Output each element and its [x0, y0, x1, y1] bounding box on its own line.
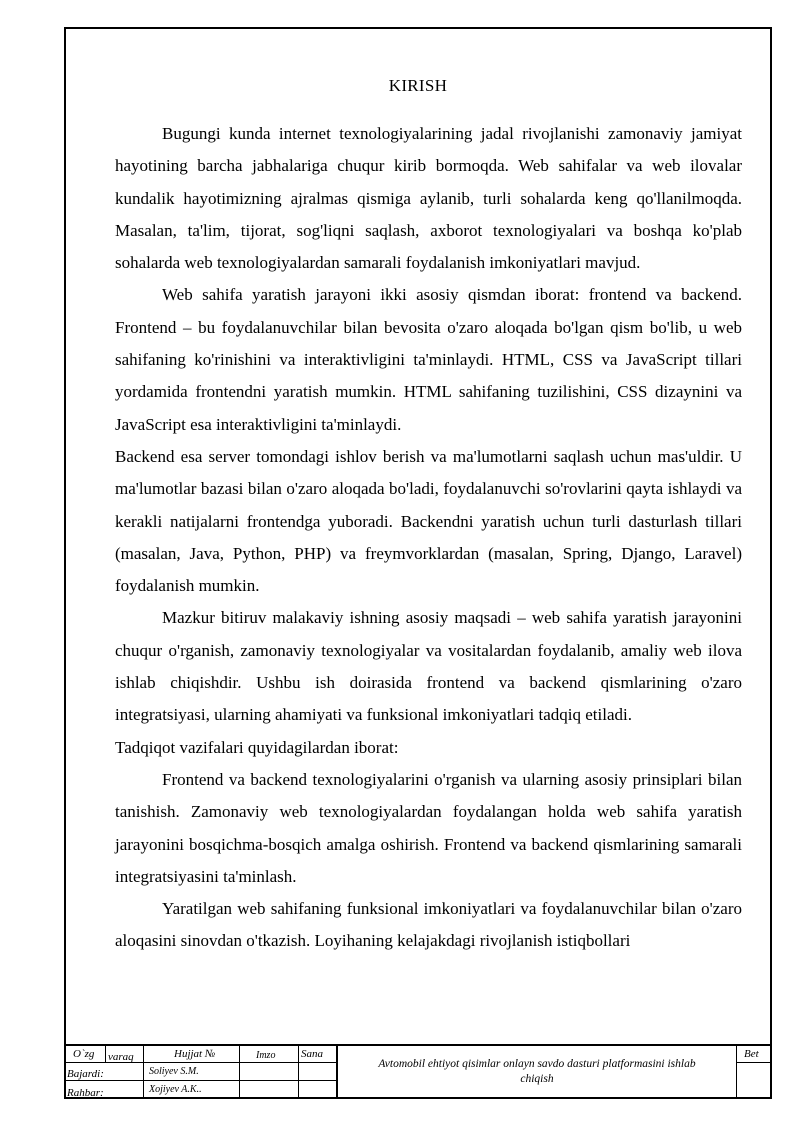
document-title-line-1: Avtomobil ehtiyot qisimlar onlayn savdo dasturi platformasini ishlab: [378, 1058, 696, 1070]
section-heading: KIRISH: [388, 76, 448, 95]
document-title: [338, 1057, 736, 1087]
title-block-row-line-1: [64, 1062, 336, 1063]
title-block-vline-2: [143, 1044, 144, 1099]
title-block-vline-3: [239, 1044, 240, 1099]
title-block-bet-line: [736, 1062, 772, 1063]
hujjat-label: Hujjat №: [174, 1048, 216, 1060]
paragraph-frontend: Web sahifa yaratish jarayoni ikki asosiy qismdan iborat: frontend va backend. Frontend – bu foydalanuvchilar bilan bevosita o'zaro aloqada bo'lgan qism bo'lib, u web sahifaning ko'rinishini va interaktivligini ta'minlaydi. HTML, CSS va JavaScript tillari yordamida frontendni yaratish mumkin. HTML sahifaning tuzilishini, CSS dizaynini va JavaScript esa interaktivligini ta'minlaydi.: [115, 285, 742, 434]
title-block-top-line: [64, 1044, 772, 1046]
sana-label: Sana: [301, 1048, 323, 1060]
imzo-label: Imzo: [256, 1050, 276, 1061]
varaq-label: varaq: [108, 1051, 134, 1063]
paragraph-task-1: Frontend va backend texnologiyalarini o'rganish va ularning asosiy prinsiplari bilan tanishish. Zamonaviy web texnologiyalardan foydalangan holda web sahifa yaratish jarayonini bosqichma-bosqich amalga oshirish. Frontend va backend qismlarining samarali integratsiyasini ta'minlash.: [115, 769, 742, 886]
body-text: [115, 118, 742, 958]
bajardi-name: Soliyev S.M.: [149, 1066, 199, 1077]
paragraph-intro: Bugungi kunda internet texnologiyalarining jadal rivojlanishi zamonaviy jamiyat hayotining barcha jabhalariga chuqur kirib bormoqda. Web sahifalar va web ilovalar kundalik hayotimizning ajralmas qismiga aylanib, turli sohalarda keng qo'llanilmoqda. Masalan, ta'lim, tijorat, sog'liqni saqlash, axborot texnologiyalari va boshqa ko'plab sohalarda web texnologiyalardan samarali foydalanish imkoniyatlari mavjud.: [115, 124, 742, 273]
title-block-vline-4: [298, 1044, 299, 1099]
bet-label: Bet: [744, 1048, 759, 1060]
paragraph-task-2: Yaratilgan web sahifaning funksional imkoniyatlari va foydalanuvchilar bilan o'zaro aloqasini sinovdan o'tkazish. Loyihaning kelajakdagi rivojlanish istiqbollari: [115, 899, 742, 951]
document-title-line-2: chiqish: [520, 1073, 554, 1085]
ozg-label: O`zg: [73, 1048, 95, 1060]
paragraph-tasks-title: Tadqiqot vazifalari quyidagilardan iborat:: [115, 737, 399, 757]
title-block: [64, 1044, 772, 1099]
title-block-row-line-2: [64, 1080, 336, 1081]
title-block-vline-6: [736, 1044, 737, 1099]
bajardi-label: Bajardi:: [67, 1068, 104, 1080]
rahbar-name: Xojiyev A.K..: [149, 1084, 202, 1095]
title-block-vline-1: [105, 1044, 106, 1062]
paragraph-goal: Mazkur bitiruv malakaviy ishning asosiy maqsadi – web sahifa yaratish jarayonini chuqur o'rganish, zamonaviy texnologiyalar va vositalardan foydalanib, amaliy web ilova ishlab chiqishdir. Ushbu ish doirasida frontend va backend qismlarining o'zaro integratsiyasi, ularning ahamiyati va funksional imkoniyatlari tadqiq etiladi.: [115, 608, 742, 725]
paragraph-backend: Backend esa server tomondagi ishlov berish va ma'lumotlarni saqlash uchun mas'uldir. U ma'lumotlar bazasi bilan o'zaro aloqada bo'ladi, foydalanuvchi so'rovlarini qayta ishlaydi va kerakli natijalarni frontendga yuboradi. Backendni yaratish uchun turli dasturlash tillari (masalan, Java, Python, PHP) va freymvorklardan (masalan, Spring, Django, Laravel) foydalanish mumkin.: [115, 446, 742, 596]
rahbar-label: Rahbar:: [67, 1087, 104, 1099]
